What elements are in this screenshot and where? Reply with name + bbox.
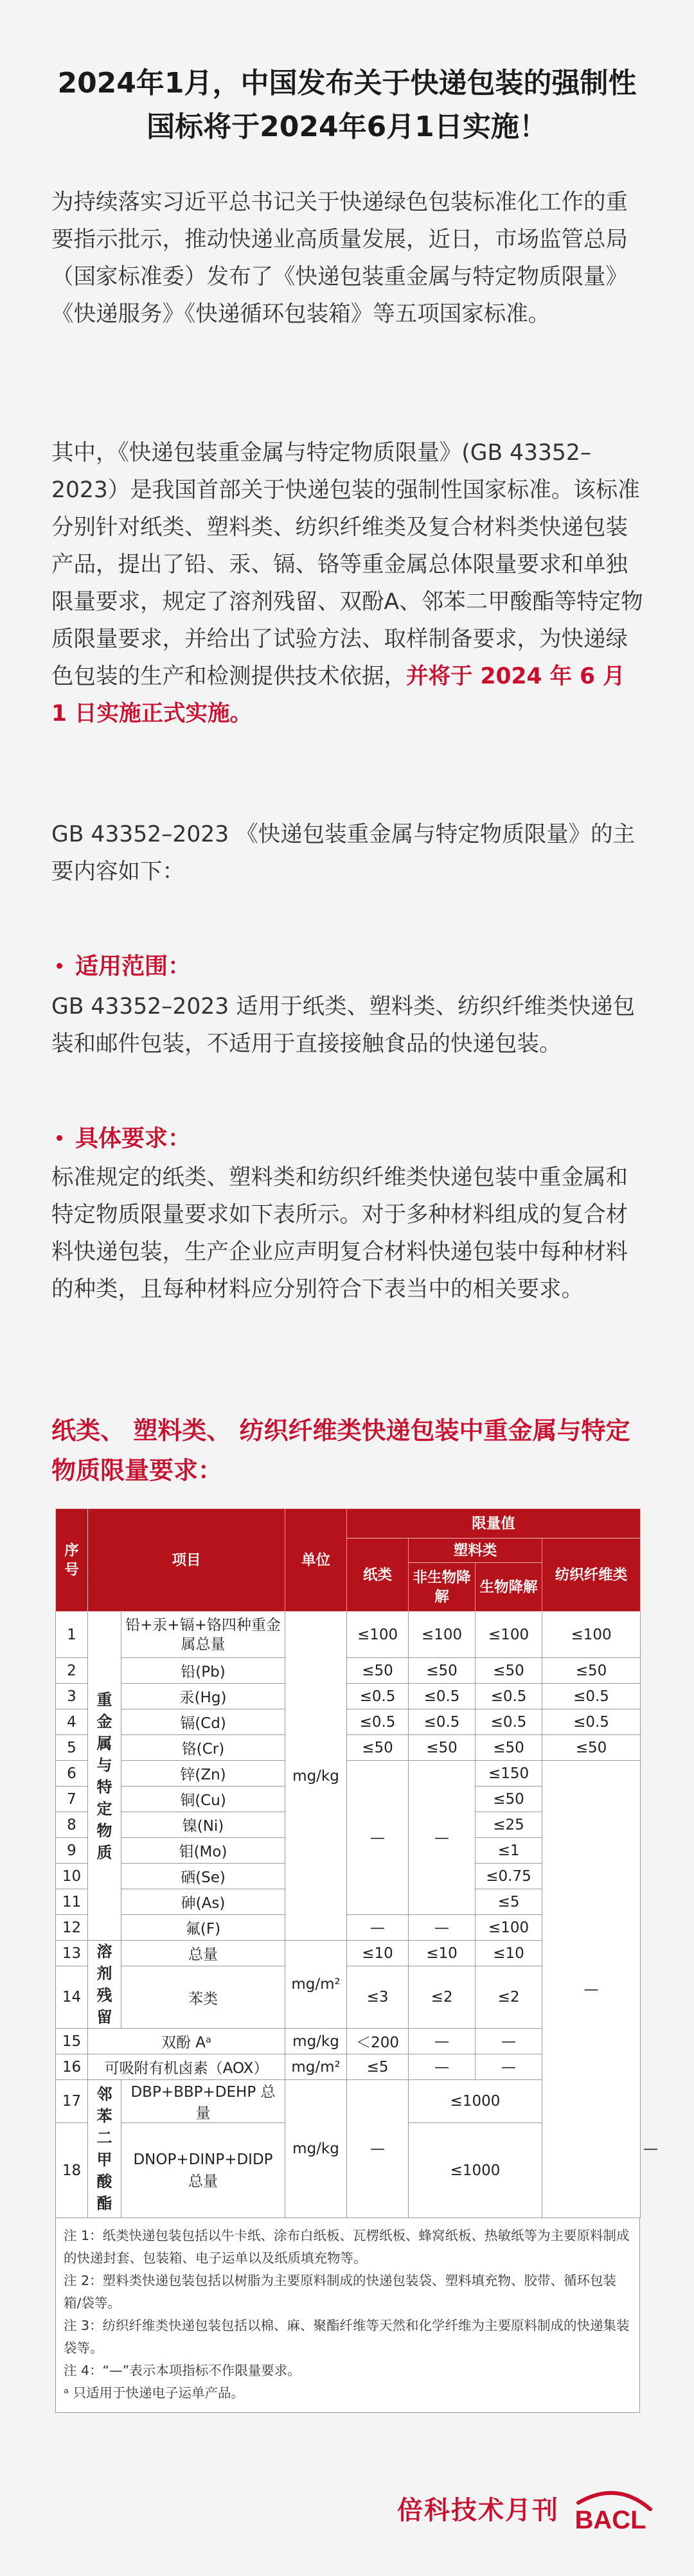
row-no: 18 — [56, 2123, 88, 2218]
row-no: 8 — [56, 1812, 88, 1838]
row-item: 汞(Hg) — [121, 1684, 285, 1709]
table-row: 17 邻苯二甲酸酯 DBP+BBP+DEHP 总量 mg/kg — ≤1000 — — [56, 2080, 641, 2123]
header-bio: 生物降解 — [476, 1563, 542, 1612]
unit-mgkg-phthalate: mg/kg — [285, 2080, 347, 2218]
row-no: 11 — [56, 1889, 88, 1915]
row-unit: mg/m² — [285, 2054, 347, 2080]
cell-paper: — — [347, 1915, 409, 1941]
cell-bio: ≤0.5 — [476, 1684, 542, 1709]
footer-brand-text: 倍科技术月刊 — [397, 2496, 559, 2525]
cell-bio: ≤25 — [476, 1812, 542, 1838]
row-item: DBP+BBP+DEHP 总量 — [121, 2080, 285, 2123]
cell-paper: ≤5 — [347, 2054, 409, 2080]
cell-bio: ≤2 — [476, 1966, 542, 2029]
header-nonbio: 非生物降解 — [409, 1563, 476, 1612]
cell-bio: ≤100 — [476, 1915, 542, 1941]
cell-bio: ≤150 — [476, 1761, 542, 1786]
row-item: 铅(Pb) — [121, 1658, 285, 1684]
cell-plastic: ≤1000 — [409, 2080, 542, 2123]
cell-bio: ≤0.5 — [476, 1709, 542, 1735]
row-item: 总量 — [121, 1941, 285, 1966]
table-row — [56, 1612, 641, 1658]
cell-nonbio: ≤0.5 — [409, 1709, 476, 1735]
cell-bio: ≤0.75 — [476, 1864, 542, 1889]
cell-nonbio: ≤2 — [409, 1966, 476, 2029]
requirements-heading — [57, 1120, 191, 1153]
category-solvent: 溶剂残留 — [88, 1941, 121, 2029]
cell-nonbio: ≤100 — [409, 1612, 476, 1658]
row-item: DNOP+DINP+DIDP 总量 — [121, 2123, 285, 2218]
row-item: 双酚 Aᵃ — [88, 2029, 285, 2054]
row-item: 铜(Cu) — [121, 1786, 285, 1812]
row-unit: mg/kg — [285, 2029, 347, 2054]
row-item: 锌(Zn) — [121, 1761, 285, 1786]
footer — [360, 2483, 655, 2535]
row-no: 14 — [56, 1966, 88, 2029]
cell-textile: ≤0.5 — [542, 1684, 641, 1709]
standard-paragraph — [51, 434, 646, 732]
requirements-heading-label: 具体要求： — [75, 1125, 191, 1152]
table-row — [56, 1709, 641, 1735]
row-no: 16 — [56, 2054, 88, 2080]
row-item: 可吸附有机卤素（AOX） — [88, 2054, 285, 2080]
row-item: 镉(Cd) — [121, 1709, 285, 1735]
row-item: 镍(Ni) — [121, 1812, 285, 1838]
cell-nonbio: — — [409, 2029, 476, 2054]
cell-nonbio: — — [409, 1915, 476, 1941]
table-row — [56, 1658, 641, 1684]
table-row — [56, 1761, 641, 1786]
row-item: 氟(F) — [121, 1915, 285, 1941]
cell-nonbio: ≤10 — [409, 1941, 476, 1966]
row-no: 10 — [56, 1864, 88, 1889]
effective-date-highlight: 并将于 2024 年 6 月 1 日实施正式实施。 — [51, 664, 625, 727]
cell-bio: ≤10 — [476, 1941, 542, 1966]
cell-bio: ≤1 — [476, 1838, 542, 1864]
limits-table-wrap — [55, 1508, 659, 2413]
unit-mgm2: mg/m² — [285, 1941, 347, 2029]
cell-bio: — — [476, 2029, 542, 2054]
row-no: 12 — [56, 1915, 88, 1941]
cell-paper: ≤50 — [347, 1658, 409, 1684]
row-no: 3 — [56, 1684, 88, 1709]
row-item: 铅+汞+镉+铬四种重金属总量 — [121, 1612, 285, 1658]
standard-paragraph-text: 其中，《快递包装重金属与特定物质限量》(GB 43352–2023）是我国首部关于快递包装的强制性国家标准。该标准分别针对纸类、塑料类、纺织纤维类及复合材料类快递包装产品，提出了铅、汞、镉、铬等重金属总体限量要求和单独限量要求，规定了溶剂残留、双酚A、邻苯二甲酸酯等特定物质限量要求，并给出了试验方法、取样制备要求，为快递绿色包装的生产和检测提供技术依据， — [51, 440, 643, 689]
row-no: 17 — [56, 2080, 88, 2123]
scope-text: GB 43352–2023 适用于纸类、塑料类、纺织纤维类快递包装和邮件包装，不适用于直接接触食品的快递包装。 — [51, 994, 636, 1057]
unit-mgkg: mg/kg — [285, 1612, 347, 1941]
row-no: 6 — [56, 1761, 88, 1786]
note-1: 注 1：纸类快递包装包括以牛卡纸、涂布白纸板、瓦楞纸板、蜂窝纸板、热敏纸等为主要原料制成的快递封套、包装箱、电子运单以及纸质填充物等。 — [64, 2228, 630, 2266]
cell-bio: ≤50 — [476, 1735, 542, 1761]
header-item: 项目 — [88, 1509, 285, 1612]
cell-nonbio: ≤50 — [409, 1735, 476, 1761]
cell-paper-dash: — — [347, 2080, 409, 2218]
row-no: 7 — [56, 1786, 88, 1812]
cell-paper: ≤50 — [347, 1735, 409, 1761]
requirements-text: 标准规定的纸类、塑料类和纺织纤维类快递包装中重金属和特定物质限量要求如下表所示。对于多种材料组成的复合材料快递包装，生产企业应声明复合材料快递包装中每种材料的种类，且每种材料应分别符合下表当中的相关要求。 — [51, 1165, 628, 1302]
cell-paper: ≤0.5 — [347, 1684, 409, 1709]
title-line-2: 国标将于2024年6月1日实施！ — [147, 110, 547, 143]
page-title — [39, 62, 655, 149]
cell-nonbio: ≤0.5 — [409, 1684, 476, 1709]
cell-paper: ＜200 — [347, 2029, 409, 2054]
cell-paper-dash: — — [347, 1761, 409, 1915]
row-no: 13 — [56, 1941, 88, 1966]
table-row — [56, 1735, 641, 1761]
note-a: ᵃ 只适用于快递电子运单产品。 — [64, 2385, 245, 2401]
header-seq: 序号 — [56, 1509, 88, 1612]
cell-nonbio: — — [409, 2054, 476, 2080]
note-2: 注 2：塑料类快递包装包括以树脂为主要原料制成的快递包装袋、塑料填充物、胶带、循环包装箱/袋等。 — [64, 2273, 617, 2311]
scope-heading — [57, 948, 191, 981]
row-item: 苯类 — [121, 1966, 285, 2029]
header-textile: 纺织纤维类 — [542, 1539, 641, 1612]
note-4: 注 4：“—”表示本项指标不作限量要求。 — [64, 2363, 301, 2378]
row-no: 15 — [56, 2029, 88, 2054]
table-title: 纸类、 塑料类、 纺织纤维类快递包装中重金属与特定物质限量要求： — [51, 1416, 630, 1485]
row-no: 9 — [56, 1838, 88, 1864]
table-row — [56, 1684, 641, 1709]
header-paper: 纸类 — [347, 1539, 409, 1612]
table-notes — [55, 2218, 640, 2413]
header-plastic: 塑料类 — [409, 1539, 542, 1563]
cell-textile: ≤100 — [542, 1612, 641, 1658]
cell-bio: ≤50 — [476, 1658, 542, 1684]
category-phthalate: 邻苯二甲酸酯 — [88, 2080, 121, 2218]
row-item: 硒(Se) — [121, 1864, 285, 1889]
row-no: 4 — [56, 1709, 88, 1735]
intro-paragraph: 为持续落实习近平总书记关于快递绿色包装标准化工作的重要指示批示，推动快递业高质量发展，近日，市场监管总局（国家标准委）发布了《快递包装重金属与特定物质限量》《快递服务》《快递循环包装箱》等五项国家标准。 — [51, 190, 628, 327]
cell-textile-dash: — — [542, 1761, 641, 2218]
row-item: 钼(Mo) — [121, 1838, 285, 1864]
cell-plastic: ≤1000 — [409, 2123, 542, 2218]
row-no: 2 — [56, 1658, 88, 1684]
row-item: 砷(As) — [121, 1889, 285, 1915]
cell-textile: ≤50 — [542, 1658, 641, 1684]
cell-paper: ≤10 — [347, 1941, 409, 1966]
bacl-logo-text: BACL — [574, 2506, 646, 2534]
cell-nonbio-dash: — — [409, 1761, 476, 1915]
row-no: 5 — [56, 1735, 88, 1761]
cell-bio: ≤50 — [476, 1786, 542, 1812]
row-no: 1 — [56, 1612, 88, 1658]
cell-textile: ≤0.5 — [542, 1709, 641, 1735]
header-unit: 单位 — [285, 1509, 347, 1612]
bacl-logo-icon — [565, 2483, 655, 2535]
cell-nonbio: ≤50 — [409, 1658, 476, 1684]
cell-paper: ≤0.5 — [347, 1709, 409, 1735]
category-heavy-metal: 重金属与特定物质 — [88, 1612, 121, 1941]
note-3: 注 3：纺织纤维类快递包装包括以棉、麻、聚酯纤维等天然和化学纤维为主要原料制成的快递集装袋等。 — [64, 2318, 630, 2356]
row-item: 铬(Cr) — [121, 1735, 285, 1761]
limits-table — [55, 1508, 659, 2218]
content-intro: GB 43352–2023 《快递包装重金属与特定物质限量》的主要内容如下： — [51, 822, 636, 885]
bullet-dot-icon — [57, 963, 62, 969]
cell-paper: ≤3 — [347, 1966, 409, 2029]
scope-heading-label: 适用范围： — [75, 953, 191, 980]
title-line-1: 2024年1月，中国发布关于快递包装的强制性 — [57, 67, 637, 100]
cell-textile: ≤50 — [542, 1735, 641, 1761]
bullet-dot-icon — [57, 1135, 62, 1141]
cell-paper: ≤100 — [347, 1612, 409, 1658]
header-limit: 限量值 — [347, 1509, 641, 1539]
cell-bio: ≤100 — [476, 1612, 542, 1658]
cell-bio: ≤5 — [476, 1889, 542, 1915]
cell-bio: — — [476, 2054, 542, 2080]
